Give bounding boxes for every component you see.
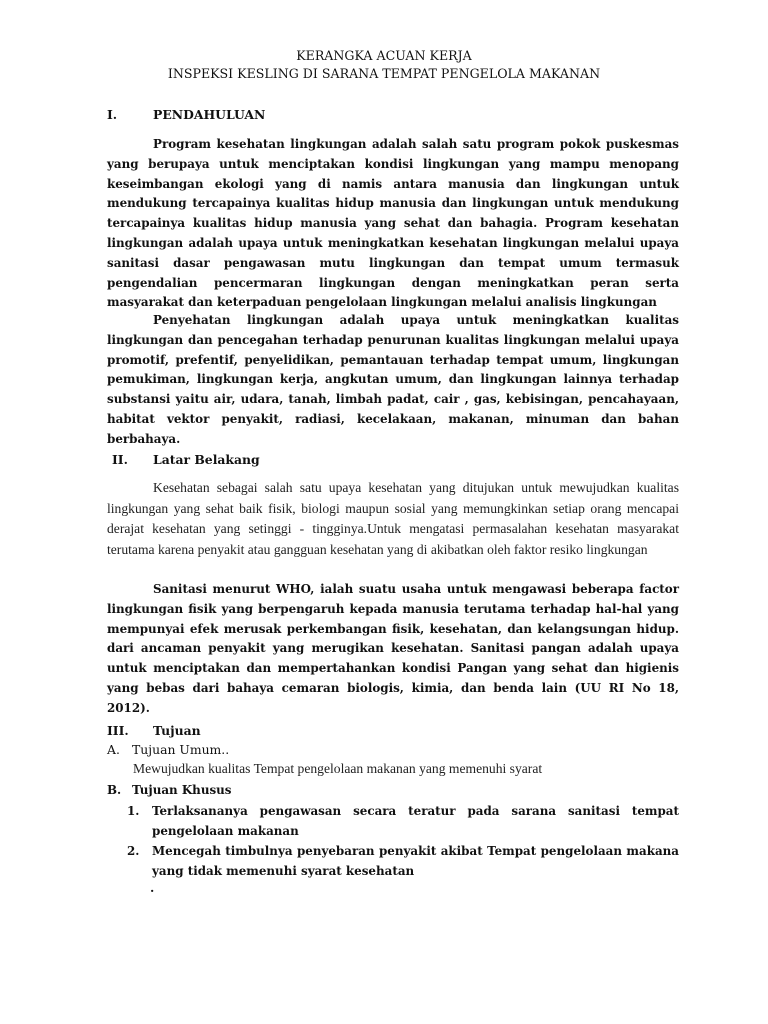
section-title: Tujuan [153, 723, 201, 738]
list-item-number: 2. [127, 844, 140, 858]
document-subtitle: INSPEKSI KESLING DI SARANA TEMPAT PENGELOLA MAKANAN [167, 66, 601, 81]
paragraph-latar-belakang-1: Kesehatan sebagai salah satu upaya kesehatan yang ditujukan untuk mewujudkan kualitas lingkungan yang sehat baik fisik, biologi maupun sosial yang memungkinkan setiap orang mencapai derajat kesehatan yang setinggi - tingginya.Untuk mengatasi permasalahan kesehatan masyarakat terutama karena penyakit atau gangguan kesehatan yang di akibatkan oleh faktor resiko lingkungan [107, 480, 679, 557]
tujuan-umum-text: Mewujudkan kualitas Tempat pengelolaan makanan yang memenuhi syarat [133, 761, 543, 776]
list-item-number: 1. [127, 804, 140, 818]
subheading-title: Tujuan Umum.. [132, 742, 230, 757]
document-title: KERANGKA ACUAN KERJA [296, 48, 472, 63]
list-item-text: Mencegah timbulnya penyebaran penyakit akibat Tempat pengelolaan makana yang tidak memenuhi syarat kesehatan [152, 844, 679, 878]
section-title: PENDAHULUAN [153, 107, 266, 122]
section-number: III. [107, 723, 129, 738]
trailing-period: . [150, 880, 155, 895]
subheading-title: Tujuan Khusus [132, 783, 232, 797]
list-item [127, 842, 679, 882]
paragraph-pendahuluan-2: Penyehatan lingkungan adalah upaya untuk meningkatkan kualitas lingkungan dan pencegahan terhadap penurunan kualitas lingkungan melalui upaya promotif, prefentif, penyelidikan, pemantauan terhadap tempat umum, lingkungan pemukiman, lingkungan kerja, angkutan umum, dan lingkungan lainnya terhadap substansi yaitu air, udara, tanah, limbah padat, cair , gas, kebisingan, pencahayaan, habitat vektor penyakit, radiasi, kecelakaan, makanan, minuman dan bahan berbahaya. [107, 313, 679, 446]
section-number: I. [107, 107, 118, 122]
paragraph-pendahuluan-1: Program kesehatan lingkungan adalah salah satu program pokok puskesmas yang berupaya untuk menciptakan kondisi lingkungan yang mampu menopang keseimbangan ekologi yang di namis antara manusia dan lingkungan untuk mendukung tercapainya kualitas hidup manusia dan lingkungan untuk mendukung tercapainya kualitas hidup manusia yang sehat dan bahagia. Program kesehatan lingkungan adalah upaya untuk meningkatkan kesehatan lingkungan melalui upaya sanitasi dasar pengawasan mutu lingkungan dan tempat umum termasuk pengendalian pencermaran lingkungan dengan meningkatkan peran serta masyarakat dan keterpaduan pengelolaan lingkungan melalui analisis lingkungan [107, 137, 679, 310]
subheading-letter: B. [107, 783, 122, 797]
section-number: II. [112, 452, 128, 467]
paragraph-latar-belakang-2: Sanitasi menurut WHO, ialah suatu usaha untuk mengawasi beberapa factor lingkungan fisik yang berpengaruh kepada manusia terutama terhadap hal-hal yang mempunyai efek merusak perkembangan fisik, kesehatan, dan kelangsungan hidup. dari ancaman penyakit yang merugikan kesehatan. Sanitasi pangan adalah upaya untuk menciptakan dan mempertahankan kondisi Pangan yang sehat dan higienis yang bebas dari bahaya cemaran biologis, kimia, dan benda lain (UU RI No 18, 2012). [107, 582, 679, 715]
list-item-text: Terlaksananya pengawasan secara teratur pada sarana sanitasi tempat pengelolaan makanan [152, 804, 679, 838]
subheading-letter: A. [107, 742, 120, 757]
section-title: Latar Belakang [153, 452, 260, 467]
list-item [127, 802, 679, 842]
